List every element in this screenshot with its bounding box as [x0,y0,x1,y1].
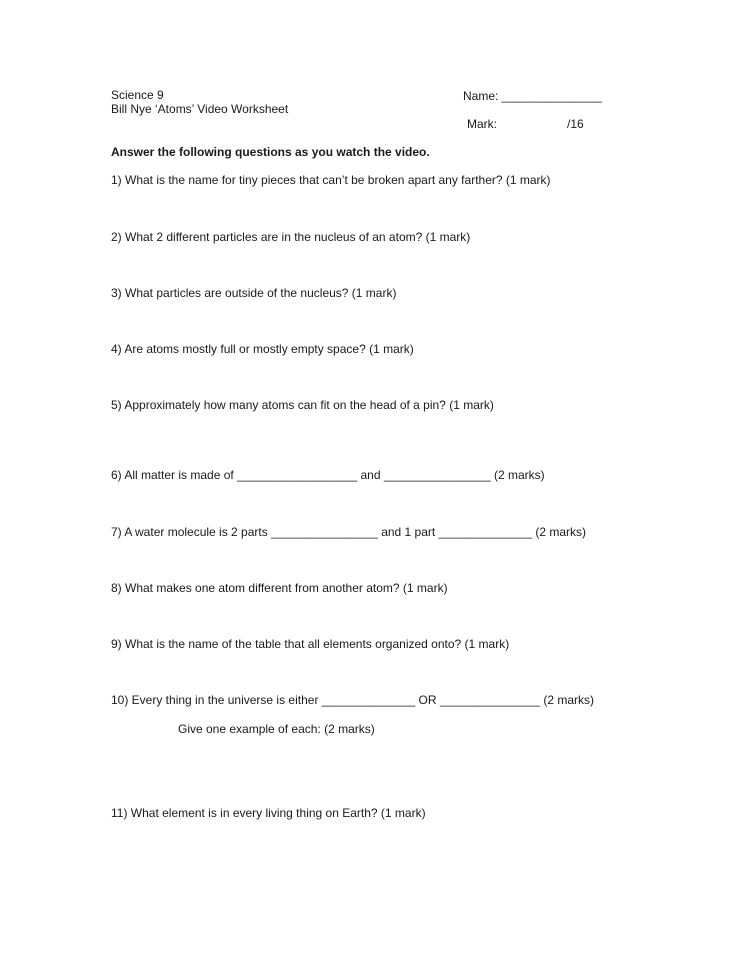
question-10: 10) Every thing in the universe is either ______________ OR _______________ (2 marks) [111,693,594,707]
question-4: 4) Are atoms mostly full or mostly empty space? (1 mark) [111,342,414,356]
question-8: 8) What makes one atom different from another atom? (1 mark) [111,581,448,595]
question-9: 9) What is the name of the table that all elements organized onto? (1 mark) [111,637,510,651]
question-3: 3) What particles are outside of the nucleus? (1 mark) [111,286,397,300]
mark-total: /16 [567,117,584,131]
question-1: 1) What is the name for tiny pieces that can’t be broken apart any farther? (1 mark) [111,173,551,187]
mark-label: Mark: [467,117,497,131]
question-11: 11) What element is in every living thing on Earth? (1 mark) [111,806,426,820]
question-5: 5) Approximately how many atoms can fit on the head of a pin? (1 mark) [111,398,494,412]
question-2: 2) What 2 different particles are in the nucleus of an atom? (1 mark) [111,230,471,244]
question-10-sub-prompt: Give one example of each: (2 marks) [178,722,375,736]
worksheet-subtitle: Bill Nye ‘Atoms’ Video Worksheet [111,102,289,116]
name-field-label: Name: _______________ [463,89,602,103]
instructions-heading: Answer the following questions as you watch the video. [111,145,430,159]
course-title: Science 9 [111,88,164,102]
question-6: 6) All matter is made of __________________ and ________________ (2 marks) [111,468,545,482]
question-7: 7) A water molecule is 2 parts ________________ and 1 part ______________ (2 marks) [111,525,586,539]
